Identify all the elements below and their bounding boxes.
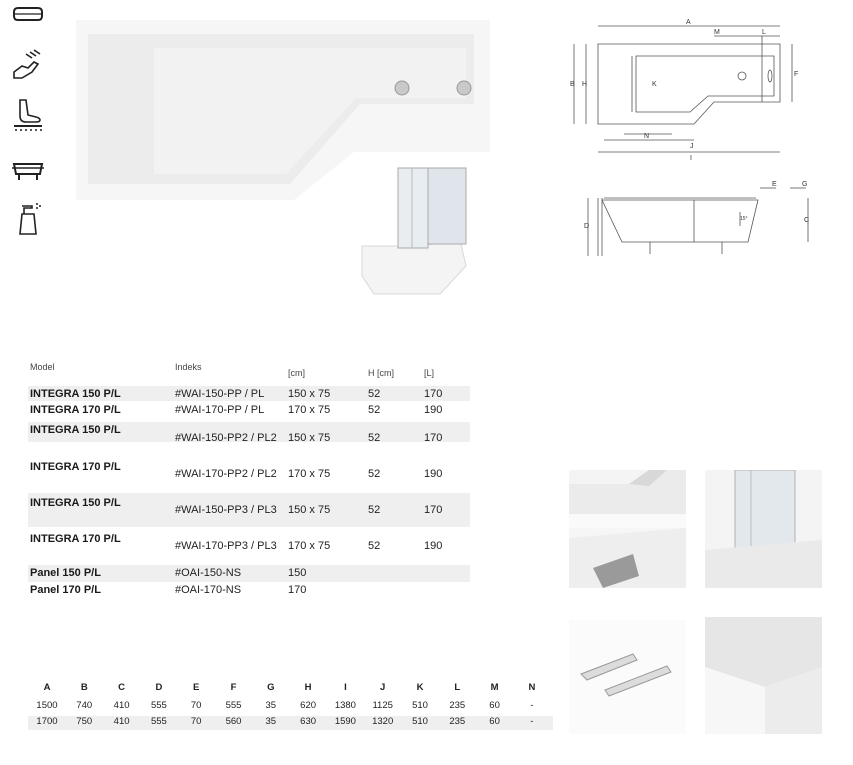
spec-row <box>28 404 470 418</box>
detail-photo-panel-corner <box>705 617 822 734</box>
spec-model: Panel 150 P/L <box>30 567 101 579</box>
dimensions-header-cell: J <box>380 682 386 693</box>
spec-row <box>28 567 470 581</box>
spec-model: INTEGRA 150 P/L <box>30 424 121 436</box>
label-C: C <box>804 217 810 224</box>
dimensions-header-cell: K <box>416 682 424 693</box>
spec-height: 52 <box>368 404 381 416</box>
spec-model: Panel 170 P/L <box>30 584 101 596</box>
spec-volume: 170 <box>424 388 443 400</box>
foot-antislip-icon <box>10 96 46 132</box>
dimensions-cell: 630 <box>300 716 317 727</box>
dimensions-cell: 555 <box>225 700 242 711</box>
spec-volume: 190 <box>424 468 443 480</box>
spec-size: 150 <box>288 567 307 579</box>
dimensions-header-cell: D <box>155 682 163 693</box>
dimensions-cell: 60 <box>489 700 500 711</box>
label-E: E <box>772 181 777 188</box>
spec-index: #WAI-170-PP / PL <box>175 404 265 416</box>
spec-index: #OAI-150-NS <box>175 567 242 579</box>
dimensions-cell: 1320 <box>372 716 394 727</box>
label-N: N <box>644 133 650 140</box>
label-B: B <box>570 81 575 88</box>
dimensions-header-cell: L <box>454 682 461 693</box>
technical-drawing-side-view <box>580 176 812 260</box>
dimensions-cell: 70 <box>190 716 202 727</box>
dimensions-cell: 60 <box>489 716 500 727</box>
spec-height: 52 <box>368 468 381 480</box>
dimensions-cell: 235 <box>449 716 466 727</box>
dimensions-cell: 410 <box>113 716 130 727</box>
dimensions-cell: 235 <box>449 700 466 711</box>
spec-height: 52 <box>368 504 381 516</box>
label-A: A <box>686 19 691 26</box>
spec-row <box>28 584 470 598</box>
technical-drawing-top-view <box>566 16 810 166</box>
dimensions-cell: 1590 <box>334 716 356 727</box>
spec-model: INTEGRA 170 P/L <box>30 533 121 545</box>
dimensions-header-cell: G <box>267 682 275 693</box>
detail-photo-legs <box>569 620 686 734</box>
label-I: I <box>690 155 692 162</box>
hand-care-icon <box>10 48 46 84</box>
spec-height: 52 <box>368 432 381 444</box>
dimensions-cell: - <box>530 716 534 727</box>
spec-size: 150 x 75 <box>288 504 331 516</box>
label-F: F <box>794 71 799 78</box>
header-model: Model <box>30 362 55 372</box>
dimensions-cell: - <box>530 700 534 711</box>
dimensions-cell: 410 <box>113 700 130 711</box>
dimensions-cell: 1125 <box>372 700 393 711</box>
spray-cleaner-icon <box>10 200 46 236</box>
header-index: Indeks <box>175 362 202 372</box>
dimensions-row <box>28 716 553 730</box>
dimensions-header-cell: C <box>118 682 126 693</box>
dimensions-cell: 35 <box>265 716 277 727</box>
dimensions-cell: 1500 <box>36 700 58 711</box>
dimensions-cell: 35 <box>265 700 277 711</box>
header-size: [cm] <box>288 368 305 378</box>
dimensions-cell: 560 <box>225 716 242 727</box>
dimensions-header-row <box>28 682 553 696</box>
dimensions-cell: 1700 <box>36 716 58 727</box>
spec-model: INTEGRA 150 P/L <box>30 388 121 400</box>
dimensions-header-cell: I <box>344 682 347 693</box>
spec-volume: 170 <box>424 504 443 516</box>
spec-row <box>28 461 470 483</box>
dimensions-cell: 740 <box>76 700 93 711</box>
detail-photo-headrest-top <box>569 470 686 528</box>
spec-index: #WAI-150-PP / PL <box>175 388 265 400</box>
dimensions-row <box>28 700 553 714</box>
detail-photo-headrest <box>569 528 686 588</box>
spec-model: INTEGRA 150 P/L <box>30 497 121 509</box>
spec-size: 170 <box>288 584 307 596</box>
dimensions-cell: 70 <box>190 700 202 711</box>
spec-size: 150 x 75 <box>288 388 331 400</box>
spec-index: #OAI-170-NS <box>175 584 242 596</box>
dimensions-header-cell: B <box>80 682 88 693</box>
dimensions-cell: 510 <box>412 716 428 727</box>
spec-size: 150 x 75 <box>288 432 331 444</box>
bathtub-icon <box>10 2 46 38</box>
spec-index: #WAI-150-PP3 / PL3 <box>175 504 277 516</box>
spec-row <box>28 497 470 519</box>
dimensions-header-cell: A <box>43 682 51 693</box>
dimensions-cell: 555 <box>150 716 167 727</box>
spec-row <box>28 388 470 402</box>
dimensions-cell: 555 <box>150 700 167 711</box>
spec-index: #WAI-150-PP2 / PL2 <box>175 432 277 444</box>
spec-size: 170 x 75 <box>288 404 331 416</box>
spec-volume: 190 <box>424 540 443 552</box>
dimensions-cell: 1380 <box>334 700 356 711</box>
label-M: M <box>714 29 720 36</box>
dimensions-header-cell: N <box>528 682 536 693</box>
label-G: G <box>802 181 808 188</box>
spec-model: INTEGRA 170 P/L <box>30 404 121 416</box>
dimensions-header-cell: F <box>230 682 237 693</box>
spec-row <box>28 533 470 555</box>
spec-size: 170 x 75 <box>288 540 331 552</box>
label-J: J <box>690 143 694 150</box>
dimensions-cell: 750 <box>76 716 93 727</box>
detail-photo-screen <box>705 470 822 588</box>
spec-row <box>28 424 470 446</box>
label-H: H <box>582 81 588 88</box>
spec-index: #WAI-170-PP2 / PL2 <box>175 468 277 480</box>
spec-volume: 190 <box>424 404 443 416</box>
header-volume: [L] <box>424 368 435 378</box>
label-angle: 15° <box>740 216 748 222</box>
spec-model: INTEGRA 170 P/L <box>30 461 121 473</box>
bathtub-screen-photo <box>360 166 470 296</box>
spec-height: 52 <box>368 388 381 400</box>
dimensions-header-cell: H <box>304 682 312 693</box>
label-D: D <box>584 223 590 230</box>
spec-volume: 170 <box>424 432 443 444</box>
spec-height: 52 <box>368 540 381 552</box>
dimensions-header-cell: E <box>193 682 200 693</box>
spec-index: #WAI-170-PP3 / PL3 <box>175 540 277 552</box>
label-K: K <box>652 81 657 88</box>
bath-legs-icon <box>10 152 46 188</box>
dimensions-cell: 620 <box>300 700 317 711</box>
header-height: H [cm] <box>368 368 394 378</box>
dimensions-cell: 510 <box>412 700 428 711</box>
spec-size: 170 x 75 <box>288 468 331 480</box>
label-L: L <box>762 29 766 36</box>
dimensions-header-cell: M <box>490 682 499 693</box>
